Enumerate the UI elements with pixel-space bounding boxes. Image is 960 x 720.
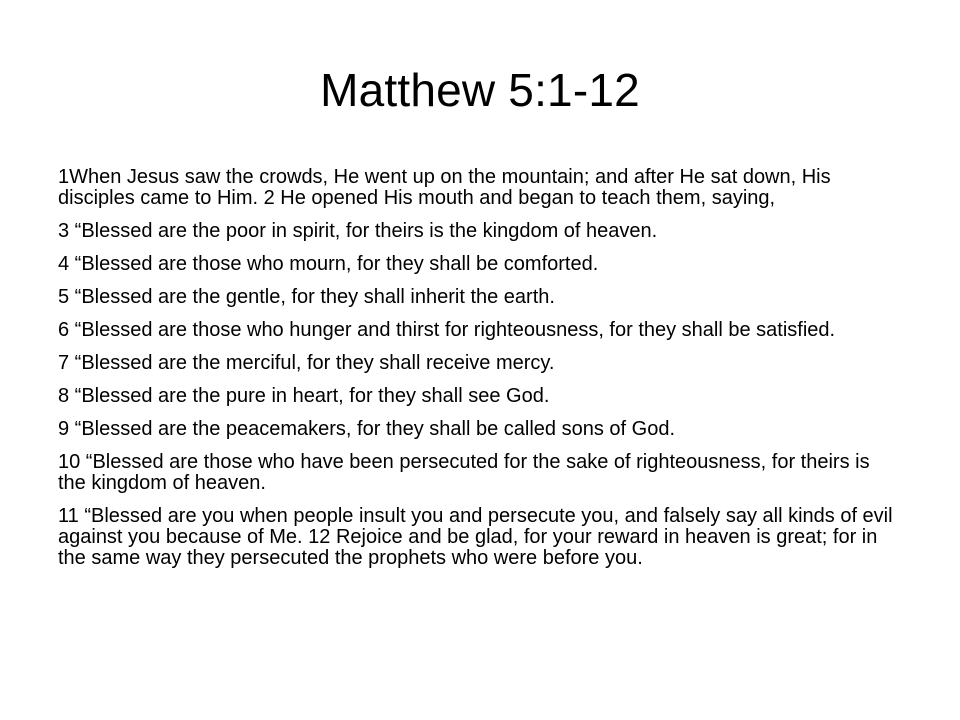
paragraph-verse-6: 6 “Blessed are those who hunger and thirst for righteousness, for they shall be satisfied. bbox=[58, 319, 836, 341]
paragraph-verse-10: 10 “Blessed are those who have been persecuted for the sake of righteousness, for theirs is the kingdom of heaven. bbox=[58, 451, 870, 494]
slide-title: Matthew 5:1-12 bbox=[320, 64, 640, 116]
paragraph-verse-3: 3 “Blessed are the poor in spirit, for theirs is the kingdom of heaven. bbox=[58, 220, 658, 242]
paragraph-verse-9: 9 “Blessed are the peacemakers, for they shall be called sons of God. bbox=[58, 418, 676, 440]
paragraph-verses-1-2: 1When Jesus saw the crowds, He went up on the mountain; and after He sat down, His disciples came to Him. 2 He opened His mouth and began to teach them, saying, bbox=[58, 166, 831, 209]
paragraph-verse-5: 5 “Blessed are the gentle, for they shall inherit the earth. bbox=[58, 286, 555, 308]
paragraph-verse-7: 7 “Blessed are the merciful, for they shall receive mercy. bbox=[58, 352, 555, 374]
paragraph-verses-11-12: 11 “Blessed are you when people insult you and persecute you, and falsely say all kinds of evil against you because of Me. 12 Rejoice and be glad, for your reward in heaven is great; for in the same way they persecuted the prophets who were before you. bbox=[58, 505, 893, 569]
paragraph-verse-4: 4 “Blessed are those who mourn, for they shall be comforted. bbox=[58, 253, 599, 275]
slide-body bbox=[48, 167, 898, 581]
paragraph-verse-8: 8 “Blessed are the pure in heart, for they shall see God. bbox=[58, 385, 550, 407]
